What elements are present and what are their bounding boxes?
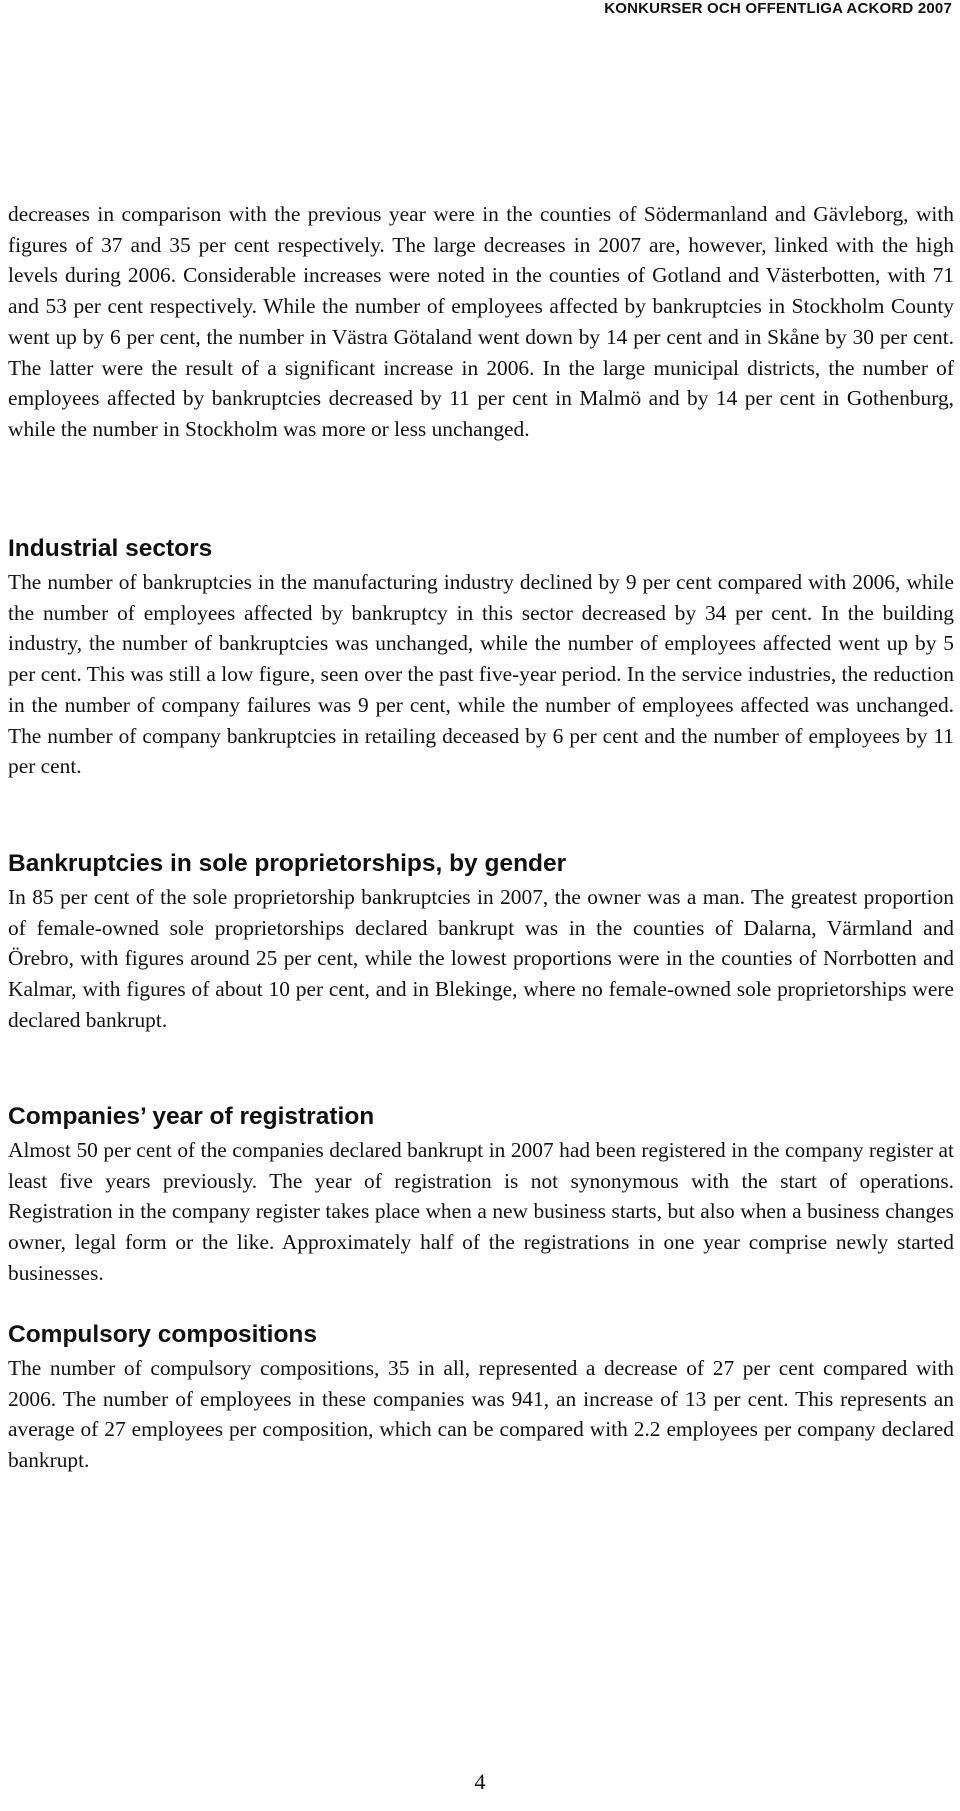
section-paragraph: Almost 50 per cent of the companies declared bankrupt in 2007 had been registered in the company register at least five years previously. The year of registration is not synonymous with the start of operations. Registration in the company register takes place when a new business starts, but also when a business changes owner, legal form or the like. Approximately half of the registrations in one year comprise newly started businesses. bbox=[8, 1138, 954, 1285]
page-number: 4 bbox=[474, 1769, 486, 1794]
section-year-of-registration bbox=[8, 1102, 954, 1289]
section-heading: Compulsory compositions bbox=[8, 1321, 318, 1348]
section-compulsory-compositions bbox=[8, 1320, 954, 1476]
section-heading: Industrial sectors bbox=[8, 535, 213, 562]
section-heading: Companies’ year of registration bbox=[8, 1103, 375, 1130]
intro-paragraph: decreases in comparison with the previous year were in the counties of Södermanland and Gävleborg, with figures of 37 and 35 per cent respectively. The large decreases in 2007 are, however, linked with the high levels during 2006. Considerable increases were noted in the counties of Gotland and Västerbotten, with 71 and 53 per cent respectively. While the number of employees affected by bankruptcies in Stockholm County went up by 6 per cent, the number in Västra Götaland went down by 14 per cent and in Skåne by 30 per cent. The latter were the result of a significant increase in 2006. In the large municipal districts, the number of employees affected by bankruptcies decreased by 11 per cent in Malmö and by 14 per cent in Gothenburg, while the number in Stockholm was more or less unchanged. bbox=[8, 202, 954, 441]
section-industrial-sectors bbox=[8, 534, 954, 782]
section-sole-proprietorships-gender bbox=[8, 849, 954, 1036]
section-paragraph: The number of bankruptcies in the manufacturing industry declined by 9 per cent compared with 2006, while the number of employees affected by bankruptcy in this sector decreased by 34 per cent. In the building industry, the number of bankruptcies was unchanged, while the number of employees affected went up by 5 per cent. This was still a low figure, seen over the past five-year period. In the service industries, the reduction in the number of company failures was 9 per cent, while the number of employees affected was unchanged. The number of company bankruptcies in retailing deceased by 6 per cent and the number of employees by 11 per cent. bbox=[8, 570, 954, 779]
section-paragraph: In 85 per cent of the sole proprietorship bankruptcies in 2007, the owner was a man. The greatest proportion of female-owned sole proprietorships declared bankrupt was in the counties of Dalarna, Värmland and Örebro, with figures around 25 per cent, while the lowest proportions were in the counties of Norrbotten and Kalmar, with figures of about 10 per cent, and in Blekinge, where no female-owned sole proprietorships were declared bankrupt. bbox=[8, 885, 954, 1032]
section-paragraph: The number of compulsory compositions, 35 in all, represented a decrease of 27 per cent compared with 2006. The number of employees in these companies was 941, an increase of 13 per cent. This represents an average of 27 employees per composition, which can be compared with 2.2 employees per company declared bankrupt. bbox=[8, 1356, 954, 1473]
page-body bbox=[8, 199, 954, 1473]
running-header: KONKURSER OCH OFFENTLIGA ACKORD 2007 bbox=[604, 0, 952, 17]
section-heading: Bankruptcies in sole proprietorships, by gender bbox=[8, 850, 567, 877]
